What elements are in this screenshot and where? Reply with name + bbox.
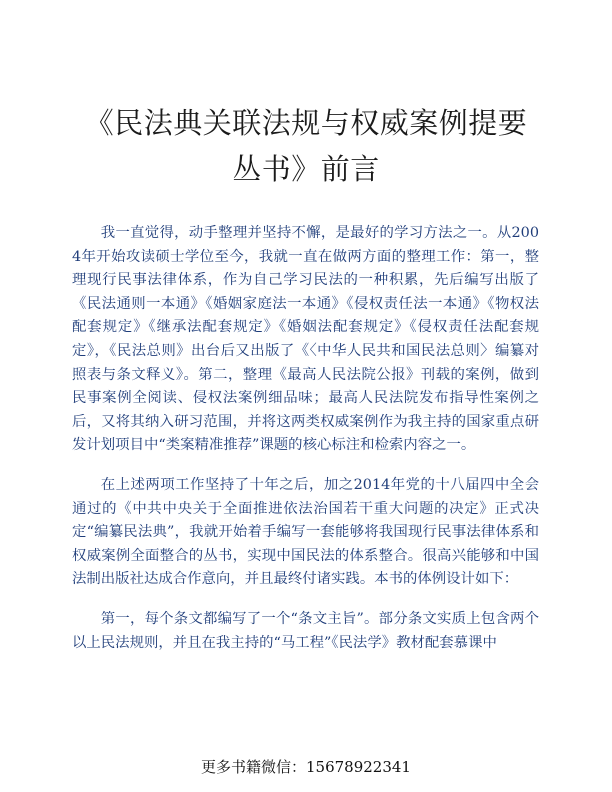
paragraph-2: 在上述两项工作坚持了十年之后，加之2014年党的十八届四中全会通过的《中共中央关于全面推进依法治国若干重大问题的决定》正式决定“编纂民法典”，我就开始着手编写一套能够将我国现行民事法律体系和权威案例全面整合的丛书，实现中国民法的体系整合。很高兴能够和中国法制出版社达成合作意向，并且最终付诸实践。本书的体例设计如下： [72, 476, 539, 588]
paragraph-1: 我一直觉得，动手整理并坚持不懈，是最好的学习方法之一。从2004年开始攻读硕士学位至今，我就一直在做两方面的整理工作：第一，整理现行民事法律体系，作为自己学习民法的一种积累，先后编写出版了《民法通则一本通》《婚姻家庭法一本通》《侵权责任法一本通》《物权法配套规定》《继承法配套规定》《婚姻法配套规定》《侵权责任法配套规定》，《民法总则》出台后又出版了《〈中华人民共和国民法总则〉编纂对照表与条文释义》。第二，整理《最高人民法院公报》刊载的案例，做到民事案例全阅读、侵权法案例细品味；最高人民法院发布指导性案例之后，又将其纳入研习范围，并将这两类权威案例作为我主持的国家重点研发计划项目中“类案精准推荐”课题的核心标注和检索内容之一。 [72, 225, 539, 454]
paragraph-3: 第一，每个条文都编写了一个“条文主旨”。部分条文实质上包含两个以上民法规则，并且在我主持的“马工程”《民法学》教材配套慕课中 [72, 610, 539, 651]
document-body [72, 222, 539, 671]
footer-contact: 更多书籍微信：15678922341 [201, 758, 411, 776]
document-title: 《民法典关联法规与权威案例提要丛书》前言 [84, 106, 528, 186]
